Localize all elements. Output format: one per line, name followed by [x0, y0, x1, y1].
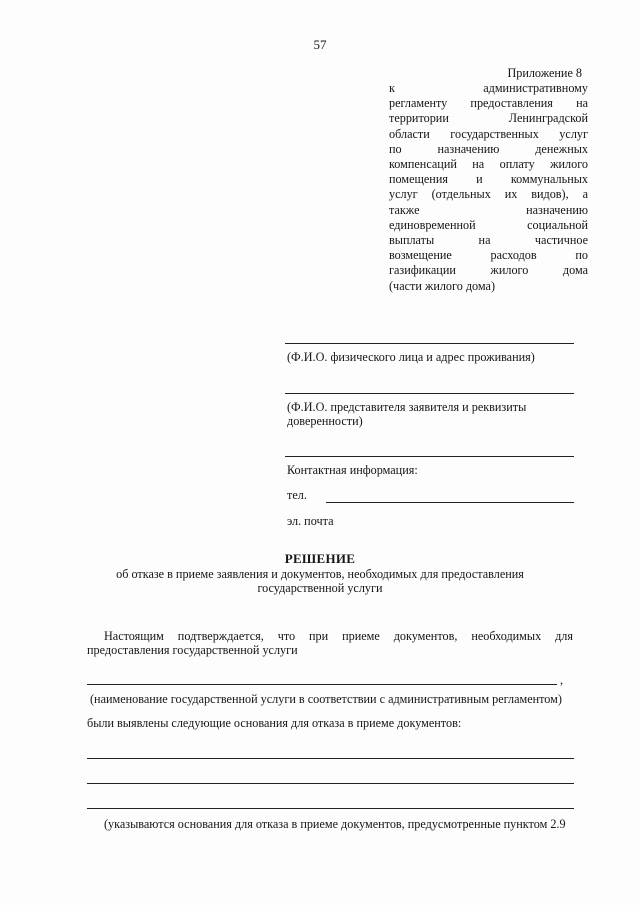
appendix-line: единовременной социальной	[389, 217, 588, 232]
applicant-name-line[interactable]	[285, 343, 574, 344]
appendix-line: помещения и коммунальных	[389, 172, 588, 187]
decision-subtitle-2: государственной услуги	[257, 581, 383, 595]
decision-title: РЕШЕНИЕ	[284, 551, 356, 566]
body-paragraph-line-1: Настоящим подтверждается, что при приеме документов, необходимых для	[104, 629, 573, 643]
appendix-line: возмещение расходов по	[389, 248, 588, 263]
appendix-line: регламенту предоставления на	[389, 96, 588, 111]
appendix-line: (части жилого дома)	[389, 278, 496, 293]
representative-name-line[interactable]	[285, 393, 574, 394]
grounds-line-2[interactable]	[87, 783, 574, 784]
page-number: 57	[313, 37, 327, 52]
body-paragraph-line-2: предоставления государственной услуги	[87, 643, 298, 657]
appendix-line: к административному	[389, 81, 588, 95]
phone-field-line[interactable]	[326, 502, 574, 503]
appendix-body	[389, 81, 588, 294]
contact-label: Контактная информация:	[287, 463, 418, 477]
appendix-line: компенсаций на оплату жилого	[389, 157, 588, 172]
contact-separator-line	[285, 456, 574, 457]
appendix-title: Приложение 8	[507, 66, 582, 80]
phone-label: тел.	[287, 488, 307, 502]
grounds-caption: (указываются основания для отказа в приеме документов, предусмотренные пунктом 2.9	[104, 817, 566, 831]
service-caption: (наименование государственной услуги в соответствии с административным регламентом)	[90, 692, 562, 706]
applicant-caption: (Ф.И.О. физического лица и адрес проживания)	[287, 350, 535, 364]
grounds-line-3[interactable]	[87, 808, 574, 809]
email-label: эл. почта	[287, 514, 334, 528]
comma-mark: ,	[560, 673, 564, 687]
grounds-text: были выявлены следующие основания для отказа в приеме документов:	[87, 716, 462, 730]
representative-caption-2: доверенности)	[287, 414, 363, 428]
appendix-line: выплаты на частичное	[389, 233, 588, 248]
grounds-line-1[interactable]	[87, 758, 574, 759]
representative-caption-1: (Ф.И.О. представителя заявителя и реквизиты	[287, 400, 527, 414]
service-name-line[interactable]	[87, 684, 557, 685]
appendix-line: газификации жилого дома	[389, 263, 588, 278]
appendix-line: по назначению денежных	[389, 141, 588, 156]
decision-subtitle-1: об отказе в приеме заявления и документов, необходимых для предоставления	[116, 567, 524, 581]
appendix-line: области государственных услуг	[389, 126, 588, 141]
appendix-line: территории Ленинградской	[389, 111, 588, 126]
appendix-line: услуг (отдельных их видов), а	[389, 187, 588, 202]
appendix-line: также назначению	[389, 202, 588, 217]
